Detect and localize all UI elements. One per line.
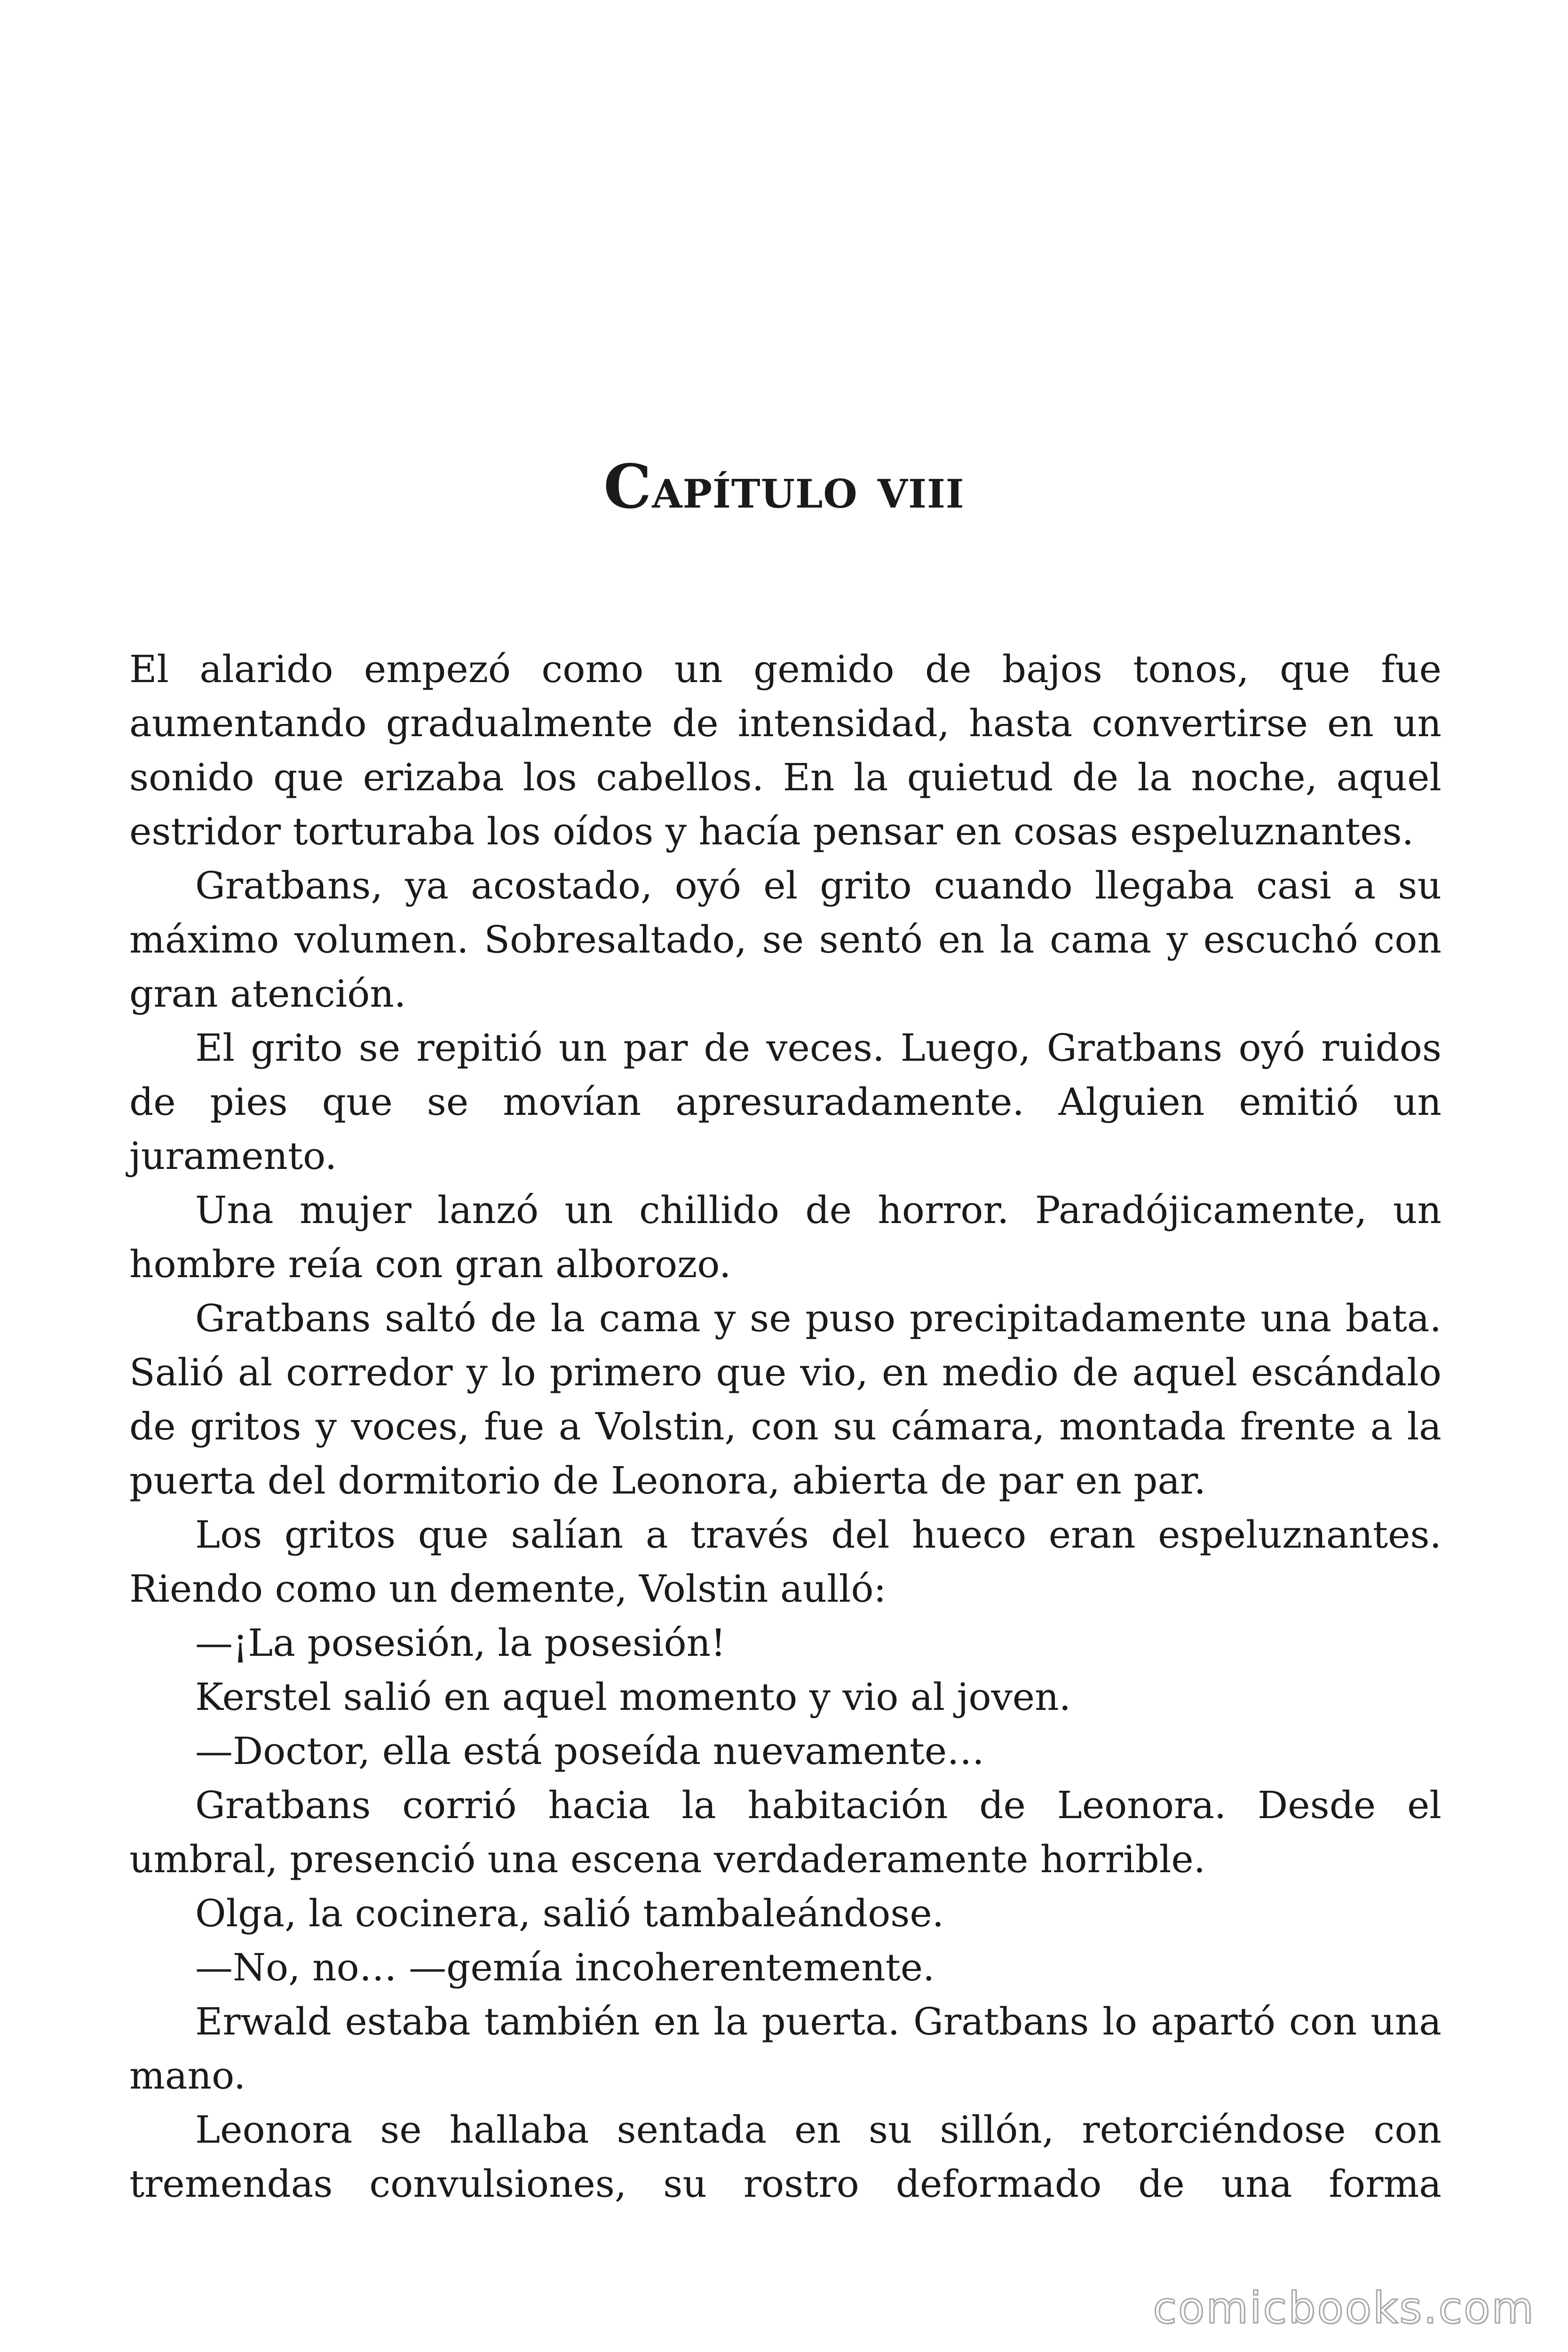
- dialogue-line: —No, no… —gemía incoherentemente.: [195, 1946, 935, 1989]
- paragraph: El grito se repitió un par de veces. Luego, Gratbans oyó ruidos de pies que se movían apresuradamente. Alguien emitió un juramento.: [129, 1026, 1441, 1178]
- paragraph: Olga, la cocinera, salió tambaleándose.: [195, 1891, 944, 1935]
- paragraph: Erwald estaba también en la puerta. Gratbans lo apartó con una mano.: [129, 2000, 1441, 2098]
- paragraph: Una mujer lanzó un chillido de horror. Paradójicamente, un hombre reía con gran alborozo.: [129, 1188, 1441, 1286]
- paragraph: Los gritos que salían a través del hueco eran espeluznantes. Riendo como un demente, Volstin aulló:: [129, 1513, 1441, 1611]
- watermark: comicbooks.com: [1153, 2283, 1535, 2333]
- chapter-title: [0, 454, 1568, 521]
- paragraph: Gratbans corrió hacia la habitación de Leonora. Desde el umbral, presenció una escena verdaderamente horrible.: [129, 1783, 1441, 1881]
- paragraph: Leonora se hallaba sentada en su sillón, retorciéndose con tremendas convulsiones, su rostro deformado de una forma: [129, 2108, 1441, 2206]
- chapter-body: [129, 642, 1441, 2211]
- dialogue-line: —Doctor, ella está poseída nuevamente…: [195, 1729, 985, 1773]
- paragraph: Gratbans saltó de la cama y se puso precipitadamente una bata. Salió al corredor y lo primero que vio, en medio de aquel escándalo de gritos y voces, fue a Volstin, con su cámara, montada frente a la puerta del dormitorio de Leonora, abierta de par en par.: [129, 1296, 1441, 1502]
- chapter-title-initial: C: [603, 452, 652, 522]
- paragraph: Gratbans, ya acostado, oyó el grito cuando llegaba casi a su máximo volumen. Sobresaltado, se sentó en la cama y escuchó con gran atención.: [129, 864, 1441, 1016]
- dialogue-line: —¡La posesión, la posesión!: [195, 1621, 726, 1665]
- chapter-title-rest: apítulo viii: [652, 455, 965, 521]
- paragraph: El alarido empezó como un gemido de bajos tonos, que fue aumentando gradualmente de intensidad, hasta convertirse en un sonido que erizaba los cabellos. En la quietud de la noche, aquel estridor torturaba los oídos y hacía pensar en cosas espeluznantes.: [129, 647, 1441, 853]
- paragraph: Kerstel salió en aquel momento y vio al joven.: [195, 1675, 1071, 1719]
